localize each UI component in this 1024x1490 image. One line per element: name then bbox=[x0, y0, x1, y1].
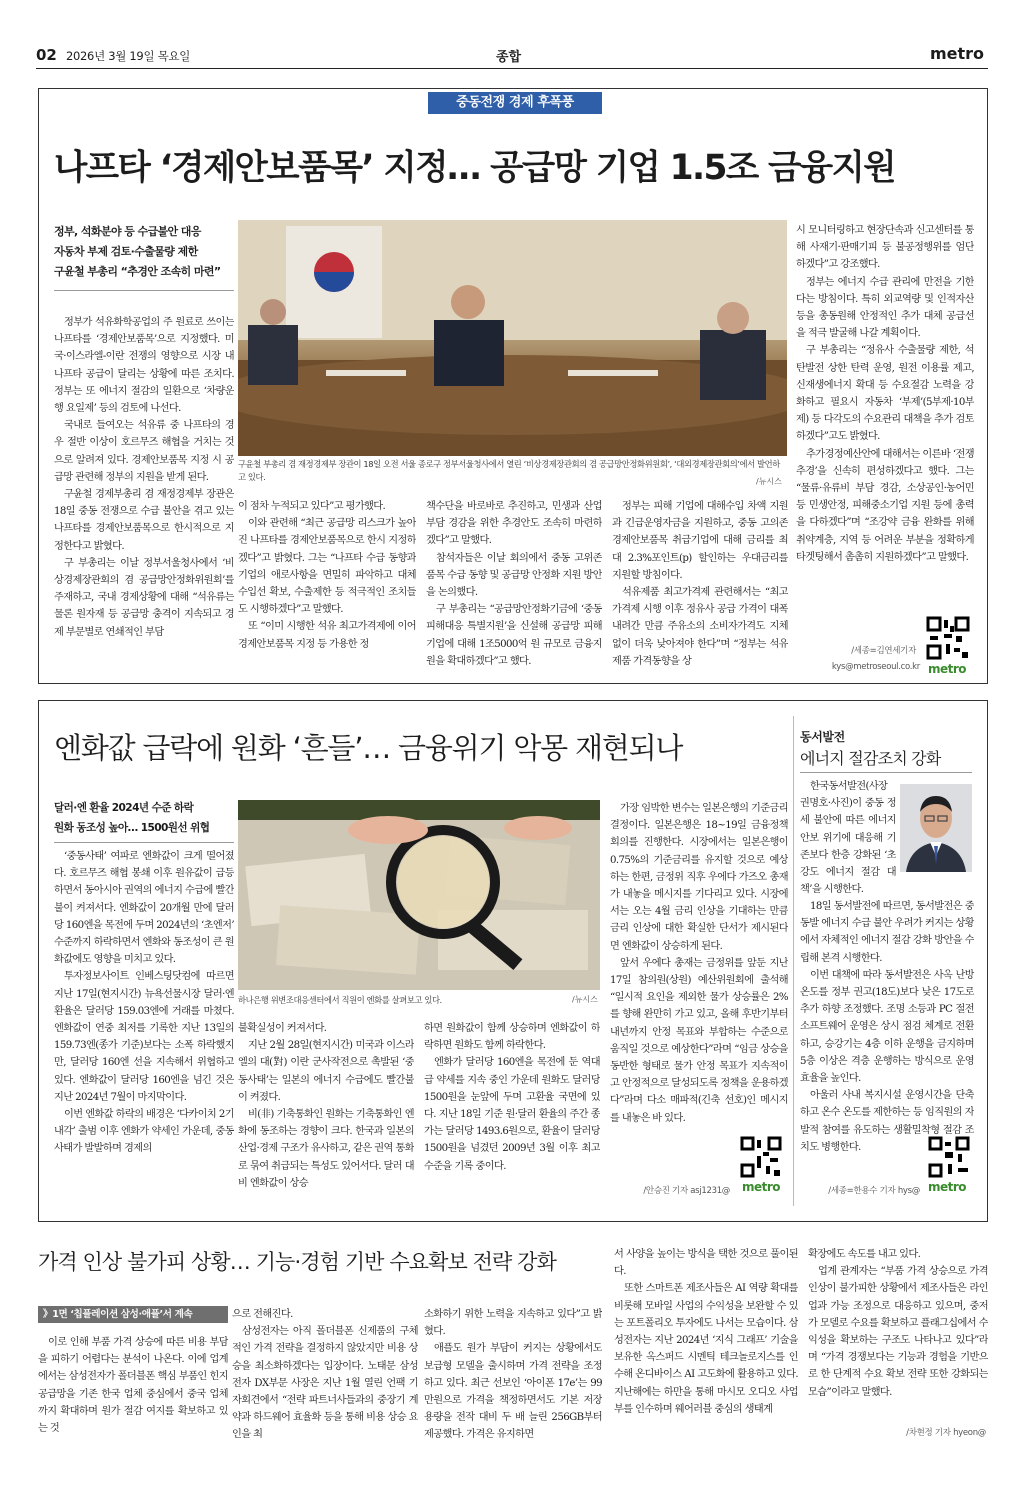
article-2-col-4: 가장 임박한 변수는 일본은행의 기준금리 결정이다. 일본은행은 18~19일 금융정책회의를 진행한다. 시장에서는 일본은행이 0.75%의 기준금리를 유지할 것으로 예상하는 한편, 금정위 직후 우에다 가즈오 총재가 내놓을 메시지를 기다리고 있다. 시장에서는 오는 4월 금리 인상을 기대하는 만큼 금리 인상에 대한 확실한 단서가 제시된다면 엔화값이 상승하게 된다. 앞서 우에다 총재는 금정위를 앞둔 지난 17일 참의원(상원) 예산위원회에 출석해 “일시적 요인을 제외한 물가 상승률은 2%를 향해 완만히 가고 있고, 올해 후반기부터 내년까지 안정 목표와 부합하는 수준으로 움직일 것으로 예상한다”라며 “임금 상승을 동반한 형태로 물가 안정 목표가 지속적이고 안정적으로 달성되도록 정책을 운용하겠다”라며 다소 매파적(긴축 선호)인 메시지를 내놓은 바 있다. bbox=[610, 803, 788, 1124]
meeting-photo-icon bbox=[238, 220, 787, 456]
metro-logo-icon: metro bbox=[929, 44, 984, 63]
article-1-col-3: 책수단을 바로바로 추진하고, 민생과 산업부담 경감을 위한 추경안도 조속히 마련하겠다”고 말했다. 참석자들은 이날 회의에서 중동 고위존 품목 수급 동향 및 공급망 안정화 지원 방안을 논의했다. 구 부총리는 “공급망안정화기금에 ‘중동 피해대응 특별지원’을 신설해 공급망 피해기업에 대해 1조5000억 원 규모로 금융지원을 확대하겠다”고 했다. bbox=[426, 501, 602, 667]
article-1-photo bbox=[238, 220, 787, 456]
side-kicker: 동서발전 bbox=[800, 730, 845, 744]
page-header bbox=[36, 44, 988, 66]
section-name: 종합 bbox=[496, 50, 522, 65]
side-divider bbox=[793, 716, 794, 1206]
article-2-col-3: 하면 원화값이 함께 상승하며 엔화값이 하락하면 원화도 함께 하락한다. 엔화가 달러당 160엔을 목전에 둔 역대급 약세를 지속 중인 가운데 원화도 달러당 1500원을 눈앞에 두며 고환율 국면에 있다. 지난 18일 기준 원·달러 환율의 주간 종가는 달러당 1493.6원으로, 환율이 달러당 1500원을 넘겼던 2009년 3월 이후 최고 수준을 기록 중이다. bbox=[424, 1023, 600, 1172]
article-1-byline: /세종=김연세기자 bbox=[851, 646, 916, 656]
article-1-photo-caption: 구윤철 부총리 겸 재정경제부 장관이 18일 오전 서울 종로구 정부서울청사에서 열린 ‘비상경제장관회의 겸 공급망안정화위원회’, ‘대외경제장관회의’에서 발언하고 있다. bbox=[238, 459, 780, 482]
article-2-col-1: ‘중동사태’ 여파로 엔화값이 크게 떨어졌다. 호르무즈 해협 봉쇄 이후 원유값이 급등하면서 동아시아 권역의 에너지 수급에 빨간불이 켜져서다. 엔화값이 20개월 만에 달러당 160엔을 목전에 두며 2024년의 ‘초엔저’ 수준까지 하락하면서 엔화와 동조성이 큰 원화값에도 영향을 미치고 있다. 투자정보사이트 인베스팅닷컴에 따르면 지난 17일(현지시간) 뉴욕선물시장 달러·엔 환율은 달러당 159.03엔에 거래를 마쳤다. 엔화값이 연중 최저를 기록한 지난 13일의 159.73엔(종가 기준)보다는 소폭 하락했지만, 달러당 160엔 선을 지속해서 위협하고 있다. 엔화값이 달러당 160엔을 넘긴 것은 지난 2024년 7월이 마지막이다. 이번 엔화값 하락의 배경은 ‘다카이치 2기 내각’ 출범 이후 엔화가 약세인 가운데, 중동사태가 발발하며 경제의 bbox=[54, 851, 234, 1155]
side-byline: /세종=한용수 기자 hys@ bbox=[828, 1186, 920, 1196]
article-2-col-2: 불확실성이 커져서다. 지난 2월 28일(현지시간) 미국과 이스라엘의 대(對) 이란 군사작전으로 촉발된 ‘중동사태’는 일본의 에너지 수급에도 빨간불이 켜졌다. 비(非) 기축통화인 원화는 기축통화인 엔화에 동조하는 경향이 크다. 한국과 일본의 산업·경제 구조가 유사하고, 같은 권역 통화로 묶여 취급되는 특성도 있어서다. 달러 대비 엔화값이 상승 bbox=[238, 1023, 414, 1189]
side-headline: 에너지 절감조치 강화 bbox=[800, 749, 941, 768]
page-number: 02 bbox=[36, 46, 57, 64]
article-3-col-1: 이로 인해 부품 가격 상승에 따른 비용 부담을 피하기 어렵다는 분석이 나온다. 이에 업계에서는 삼성전자가 폴더블폰 핵심 부품인 힌지 공급망을 기존 한국 업체 중심에서 중국 업체까지 확대하며 원가 절감 여지를 확보하고 있는 것 bbox=[38, 1337, 228, 1435]
header-rule bbox=[36, 68, 988, 69]
article-2-photo-credit: /뉴시스 bbox=[572, 995, 598, 1004]
metro-logo-icon: metro bbox=[928, 662, 967, 676]
article-1-photo-credit: /뉴시스 bbox=[756, 477, 782, 486]
article-3-col-4: 서 사양을 높이는 방식을 택한 것으로 풀이된다. 또한 스마트폰 제조사들은 AI 역량 확대를 비롯해 모바일 사업의 수익성을 보완할 수 있는 포트폴리오 투자에도 나서는 모습이다. 삼성전자는 지난 2024년 ‘지식 그래프’ 기술을 보유한 옥스퍼드 시멘틱 테크놀로지스를 인수해 온디바이스 AI 고도화에 활용하고 있다. 지난해에는 하만을 통해 마시모 오디오 사업부를 인수하며 웨어러블 중심의 생태계 bbox=[614, 1249, 798, 1415]
article-1-headline: 나프타 ‘경제안보품목’ 지정… 공급망 기업 1.5조 금융지원 bbox=[54, 148, 895, 188]
lead-rule bbox=[54, 290, 234, 291]
article-3-col-3: 소화하기 위한 노력을 지속하고 있다”고 밝혔다. 애플도 원가 부담이 커지는 상황에서도 보급형 모델을 출시하며 가격 전략을 조정하고 있다. 최근 선보인 ‘아이폰 17e’는 99만원으로 가격을 책정하면서도 기본 저장 용량을 전작 대비 두 배 늘린 256GB부터 제공했다. 가격은 유지하면 bbox=[424, 1309, 602, 1441]
article-1-lead: 정부, 석화분야 등 수급불안 대응 자동차 부제 검토·수출물량 제한 구윤철 부총리 “추경안 조속히 마련” bbox=[54, 225, 221, 278]
article-1-col-1: 정부가 석유화학공업의 주 원료로 쓰이는 나프타를 ‘경제안보품목’으로 지정했다. 미국·이스라엘-이란 전쟁의 영향으로 시장 내 나프타 공급이 달리는 상황에 따른 조치다. 정부는 또 에너지 절감의 일환으로 ‘차량운행 요일제’ 등의 검토에 나선다. 국내로 들여오는 석유류 중 나프타의 경우 절반 이상이 호르무즈 해협을 거치는 것으로 알려져 있다. 경제안보품목 지정 시 공급망 관련해 정부의 지원을 받게 된다. 구윤철 경제부총리 겸 재정경제부 장관은 18일 중동 전쟁으로 수급 불안을 겪고 있는 나프타를 경제안보품목으로 한시적으로 지정한다고 밝혔다. 구 부총리는 이날 정부서울청사에서 ‘비상경제장관회의 겸 공급망안정화위원회’를 주재하고, 국내 경제상황에 대해 “석유류는 물론 원자재 등 공급망 충격이 지속되고 경제 부문별로 연쇄적인 부담 bbox=[54, 317, 234, 638]
article-2-box bbox=[38, 700, 988, 1222]
article-3-headline: 가격 인상 불가피 상황… 기능·경험 기반 수요확보 전략 강화 bbox=[38, 1250, 556, 1274]
side-col-top: 한국동서발전(사장 권명호·사진)이 중동 정세 불안에 따른 에너지 안보 위기에 대응해 기존보다 한층 강화된 ‘초강도 에너지 절감 대책’을 시행한다. bbox=[800, 781, 896, 896]
article-2-photo-caption: 하나은행 위변조대응센터에서 직원이 엔화를 살펴보고 있다. bbox=[238, 995, 442, 1005]
metro-logo-icon: metro bbox=[928, 1180, 967, 1194]
side-col-bottom: 18일 동서발전에 따르면, 동서발전은 중동발 에너지 수급 불안 우려가 커지는 상황에서 자체적인 에너지 절감 강화 방안을 수립해 본격 시행한다. 이번 대책에 따라 동서발전은 사옥 난방온도를 정부 권고(18도)보다 낮은 17도로 추가 하향 조정했다. 조명 소등과 PC 절전 소프트웨어 운영은 상시 점검 체계로 전환하고, 승강기는 4층 이하 운행을 금지하며 5층 이상은 격층 운행하는 방식으로 운영 효율을 높인다. 아울러 사내 복지시설 운영시간을 단축하고 온수 온도를 제한하는 등 임직원의 자발적 참여를 유도하는 생활밀착형 절감 조치도 병행한다. bbox=[800, 901, 974, 1153]
article-3-col-5: 확장에도 속도를 내고 있다. 업계 관계자는 “부품 가격 상승으로 가격 인상이 불가피한 상황에서 제조사들은 라인업과 가능 조정으로 대응하고 있으며, 중저가 모델로 수요를 확보하고 플래그십에서 수익성을 확보하는 구조도 나타나고 있다”라며 “가격 경쟁보다는 기능과 경험을 기반으로 한 단계적 수요 확보 전략 또한 강화되는 모습”이라고 말했다. bbox=[808, 1249, 988, 1398]
kicker-banner: 중동전쟁 경제 후폭풍 bbox=[428, 92, 602, 114]
article-2-lead: 달러·엔 환율 2024년 수준 하락 원화 동조성 높아… 1500원선 위협 bbox=[54, 802, 210, 834]
article-2-byline: /안승진 기자 asj1231@ bbox=[643, 1186, 730, 1196]
series-tag: 》1면 ‘칩플레이션 삼성·애플’서 계속 bbox=[38, 1306, 228, 1323]
qr-code-icon[interactable] bbox=[926, 616, 970, 660]
article-1-col-4: 정부는 피해 기업에 대해수입 차액 지원과 긴급운영자금을 지원하고, 중동 고의존 경제안보품목 취급기업에 대해 금리를 최대 2.3%포인트(p) 할인하는 우대금리를 지원할 방침이다. 석유제품 최고가격제 관련해서는 “최고가격제 시행 이후 정유사 공급 가격이 대폭 내려간 만큼 주유소의 소비자가격도 지체 없이 더욱 낮아져야 한다”며 “정부는 석유제품 가격동향을 상 bbox=[612, 501, 788, 667]
article-3-col-2: 으로 전해진다. 삼성전자는 아직 폴더블폰 신제품의 구체적인 가격 전략을 결정하지 않았지만 비용 상승을 최소화하겠다는 입장이다. 노태문 삼성전자 DX부문 사장은 지난 1월 열린 언팩 기자회견에서 “전략 파트너사들과의 중장기 계약과 하드웨어 효율화 등을 통해 비용 상승 요인을 최 bbox=[232, 1309, 418, 1441]
article-1-col-5: 시 모니터링하고 현장단속과 신고센터를 통해 사재기·판매기피 등 불공정행위를 엄단하겠다”고 강조했다. 정부는 에너지 수급 관리에 만전을 기한다는 방침이다. 특히 외교역량 및 인적자산 등을 총동원해 안정적인 추가 대체 공급선을 적극 발굴해 나갈 계획이다. 구 부총리는 “정유사 수출물량 제한, 석탄발전 상한 탄력 운영, 원전 이용률 제고, 신재생에너지 확대 등 수요절감 노력을 강화하고 필요시 자동차 ‘부제’(5부제·10부제) 등 다각도의 수요관리 대책을 추가 검토하겠다”고도 밝혔다. 추가경정예산안에 대해서는 이른바 ‘전쟁 추경’을 신속히 편성하겠다고 했다. 그는 “물류·유류비 부담 경감, 소상공인·농어민 등 민생안정, 피해중소기업 지원 등에 총력을 다하겠다”며 “조강약 금융 완화를 위해 취약계층, 지역 등 어려운 부분을 정확하게 타겟팅해서 촘촘히 지원하겠다”고 말했다. bbox=[796, 225, 974, 563]
article-1-email: kys@metroseoul.co.kr bbox=[831, 662, 920, 672]
article-3-byline: /차현정 기자 hyeon@ bbox=[906, 1428, 986, 1438]
article-2-headline: 엔화값 급락에 원화 ‘흔들’… 금융위기 악몽 재현되나 bbox=[54, 731, 683, 765]
issue-date: 2026년 3월 19일 목요일 bbox=[66, 49, 191, 63]
metro-logo-icon: metro bbox=[742, 1180, 781, 1194]
article-1-col-2: 이 점차 누적되고 있다”고 평가했다. 이와 관련해 “최근 공급망 리스크가 높아진 나프타를 경제안보품목으로 한시 지정하겠다”고 밝혔다. 그는 “나프타 수급 동향과 기업의 애로사항을 면밀히 파악하고 대체 수입선 확보, 수출제한 등 적극적인 조치들도 시행하겠다”고 말했다. 또 “이미 시행한 석유 최고가격제에 이어 경제안보품목 지정 등 가용한 정 bbox=[238, 501, 416, 650]
